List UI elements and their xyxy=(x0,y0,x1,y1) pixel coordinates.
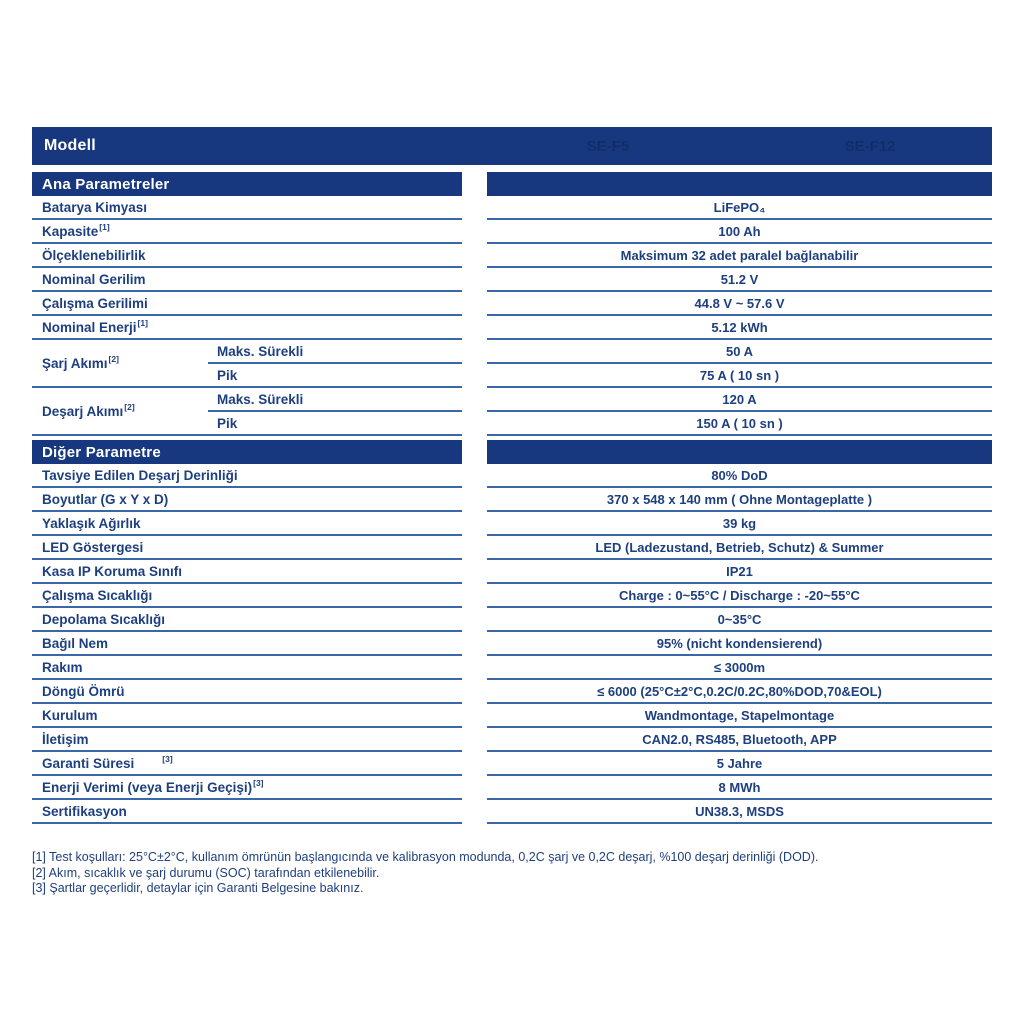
column-gap xyxy=(462,632,487,656)
column-gap xyxy=(462,800,487,824)
row-value: 100 Ah xyxy=(487,220,992,244)
sub-row-label: Maks. Sürekli xyxy=(208,388,462,412)
row-label: Bağıl Nem xyxy=(32,632,462,656)
model-column-1: SE-F5 xyxy=(586,137,630,155)
column-gap xyxy=(462,656,487,680)
row-label: Nominal Gerilim xyxy=(32,268,462,292)
row-label: İletişim xyxy=(32,728,462,752)
model-header-label: Modell xyxy=(44,137,96,154)
row-value: 51.2 V xyxy=(487,268,992,292)
row-label: Ölçeklenebilirlik xyxy=(32,244,462,268)
row-label: Sertifikasyon xyxy=(32,800,462,824)
section-header-row xyxy=(32,172,992,196)
row-label: Deşarj Akımı [2] xyxy=(42,402,135,419)
section-title-bar xyxy=(32,440,462,464)
row-label: Yaklaşık Ağırlık xyxy=(32,512,462,536)
row-label: Kasa IP Koruma Sınıfı xyxy=(32,560,462,584)
row-label: Çalışma Gerilimi xyxy=(32,292,462,316)
column-gap xyxy=(462,340,487,388)
row-value: Charge : 0~55°C / Discharge : -20~55°C xyxy=(487,584,992,608)
row-value: LiFePO₄ xyxy=(487,196,992,220)
sub-row-label: Pik xyxy=(217,367,238,383)
table-row xyxy=(32,704,992,728)
footnote-line: [3] Şartlar geçerlidir, detaylar için Garanti Belgesine bakınız. xyxy=(32,881,364,895)
row-value: 44.8 V ~ 57.6 V xyxy=(487,292,992,316)
section-title: Ana Parametreler xyxy=(42,175,170,193)
column-gap xyxy=(462,512,487,536)
model-header-bar xyxy=(32,127,992,165)
footnote-line: [1] Test koşulları: 25°C±2°C, kullanım ömrünün başlangıcında ve kalibrasyon modunda, 0,2C şarj ve 0,2C deşarj, %100 deşarj derinliği (DOD). xyxy=(32,850,819,864)
table-row xyxy=(32,560,992,584)
row-value: ≤ 6000 (25°C±2°C,0.2C/0.2C,80%DOD,70&EOL) xyxy=(487,680,992,704)
footnote-marker: [3] xyxy=(253,778,264,788)
column-gap xyxy=(462,560,487,584)
column-gap xyxy=(462,752,487,776)
column-gap xyxy=(462,172,487,196)
row-value: 95% (nicht kondensierend) xyxy=(487,632,992,656)
column-gap xyxy=(462,292,487,316)
row-value: UN38.3, MSDS xyxy=(487,800,992,824)
table-row xyxy=(32,728,992,752)
table-row xyxy=(32,776,992,800)
table-row xyxy=(32,316,992,340)
row-label: Garanti Süresi [3] xyxy=(32,752,462,776)
footnote-marker: [2] xyxy=(124,402,135,412)
row-value: 50 A xyxy=(487,340,992,364)
section-title-bar-right xyxy=(487,440,992,464)
column-gap xyxy=(462,704,487,728)
table-row xyxy=(32,608,992,632)
column-gap xyxy=(462,536,487,560)
row-value: 80% DoD xyxy=(487,464,992,488)
row-value: 75 A ( 10 sn ) xyxy=(699,367,780,383)
row-label: Çalışma Sıcaklığı xyxy=(32,584,462,608)
footnote-marker: [2] xyxy=(108,354,119,364)
table-row xyxy=(32,292,992,316)
row-label: Nominal Enerji [1] xyxy=(32,316,462,340)
section-title: Diğer Parametre xyxy=(42,443,161,461)
row-value: CAN2.0, RS485, Bluetooth, APP xyxy=(487,728,992,752)
table-row xyxy=(32,340,992,388)
model-column-2: SE-F12 xyxy=(844,137,896,155)
grouped-value-cell xyxy=(487,340,992,388)
table-row xyxy=(32,488,992,512)
sub-label-column xyxy=(208,388,462,434)
column-gap xyxy=(462,728,487,752)
footnote-line: [2] Akım, sıcaklık ve şarj durumu (SOC) tarafından etkilenebilir. xyxy=(32,865,380,880)
column-gap xyxy=(462,220,487,244)
footnote-marker: [1] xyxy=(137,318,148,328)
row-label: Tavsiye Edilen Deşarj Derinliği xyxy=(32,464,462,488)
table-row xyxy=(32,584,992,608)
table-row xyxy=(32,464,992,488)
row-label: Şarj Akımı [2] xyxy=(42,354,119,371)
spec-sheet xyxy=(32,127,992,897)
table-row xyxy=(32,800,992,824)
sub-row-label: Maks. Sürekli xyxy=(208,340,462,364)
table-row xyxy=(32,388,992,436)
column-gap xyxy=(462,440,487,464)
column-gap xyxy=(462,196,487,220)
section-header-row xyxy=(32,440,992,464)
row-value: 150 A ( 10 sn ) xyxy=(696,415,783,431)
column-gap xyxy=(462,776,487,800)
section-title-bar-right xyxy=(487,172,992,196)
row-label: Döngü Ömrü xyxy=(32,680,462,704)
footnote-marker: [1] xyxy=(99,222,110,232)
table-row xyxy=(32,752,992,776)
row-label: Depolama Sıcaklığı xyxy=(32,608,462,632)
row-value: 120 A xyxy=(487,388,992,412)
sub-row-label: Pik xyxy=(217,415,238,431)
table-row xyxy=(32,268,992,292)
row-label: Boyutlar (G x Y x D) xyxy=(32,488,462,512)
column-gap xyxy=(462,488,487,512)
row-label: LED Göstergesi xyxy=(32,536,462,560)
row-value: ≤ 3000m xyxy=(487,656,992,680)
row-label: Rakım xyxy=(32,656,462,680)
footnotes xyxy=(32,850,992,897)
row-label: Kapasite [1] xyxy=(32,220,462,244)
table-row xyxy=(32,512,992,536)
table-row xyxy=(32,196,992,220)
column-gap xyxy=(462,388,487,436)
table-row xyxy=(32,536,992,560)
column-gap xyxy=(462,680,487,704)
row-value: 370 x 548 x 140 mm ( Ohne Montageplatte ) xyxy=(487,488,992,512)
spec-table xyxy=(32,172,992,824)
section-title-bar xyxy=(32,172,462,196)
row-value: Wandmontage, Stapelmontage xyxy=(487,704,992,728)
row-label: Enerji Verimi (veya Enerji Geçişi) [3] xyxy=(32,776,462,800)
row-value: Maksimum 32 adet paralel bağlanabilir xyxy=(487,244,992,268)
table-row xyxy=(32,220,992,244)
row-value: 5 Jahre xyxy=(487,752,992,776)
row-label: Kurulum xyxy=(32,704,462,728)
column-gap xyxy=(462,464,487,488)
row-value: 5.12 kWh xyxy=(487,316,992,340)
row-value: LED (Ladezustand, Betrieb, Schutz) & Summer xyxy=(487,536,992,560)
row-value: 39 kg xyxy=(487,512,992,536)
column-gap xyxy=(462,608,487,632)
column-gap xyxy=(462,316,487,340)
row-value: IP21 xyxy=(487,560,992,584)
table-row xyxy=(32,632,992,656)
grouped-value-cell xyxy=(487,388,992,436)
table-row xyxy=(32,680,992,704)
row-value: 0~35°C xyxy=(487,608,992,632)
footnote-marker: [3] xyxy=(162,754,173,764)
column-gap xyxy=(462,584,487,608)
sub-label-column xyxy=(208,340,462,386)
table-row xyxy=(32,656,992,680)
column-gap xyxy=(462,244,487,268)
row-value: 8 MWh xyxy=(487,776,992,800)
grouped-label-cell xyxy=(32,388,462,436)
table-row xyxy=(32,244,992,268)
column-gap xyxy=(462,268,487,292)
row-label: Batarya Kimyası xyxy=(32,196,462,220)
grouped-label-cell xyxy=(32,340,462,388)
